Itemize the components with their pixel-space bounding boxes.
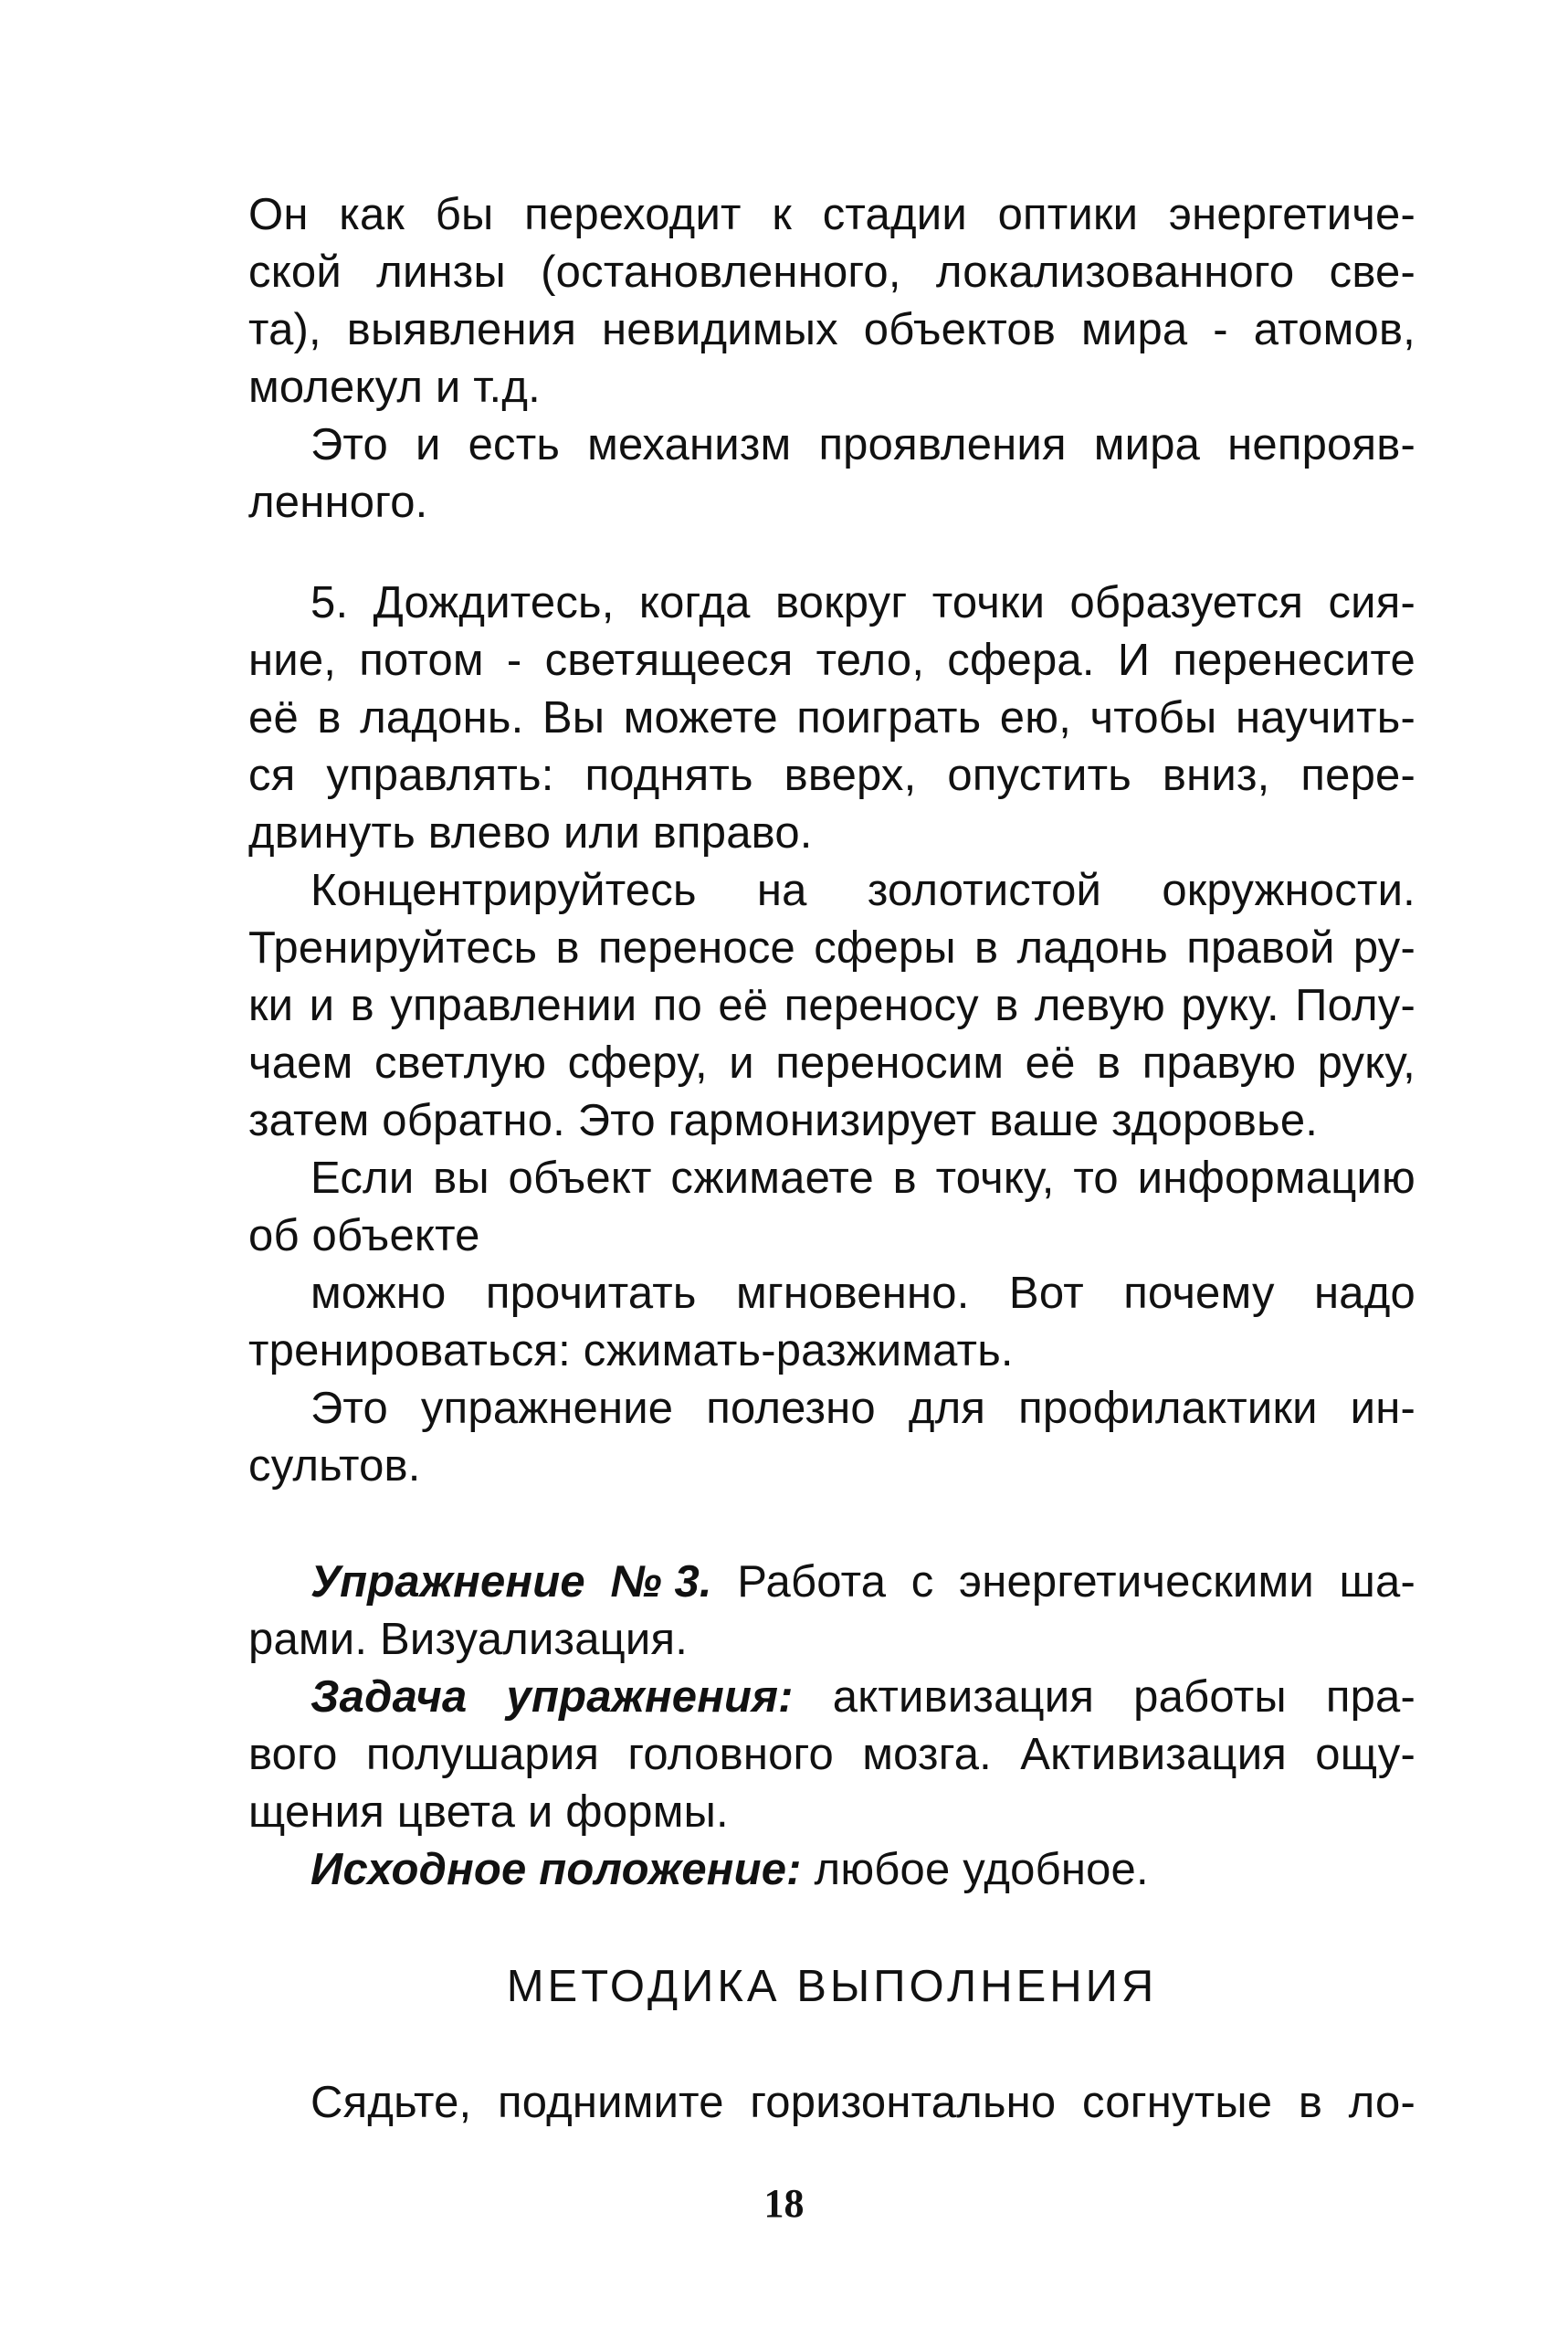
paragraph-3-line-3: её в ладонь. Вы можете поиграть ею, чтобы научить- xyxy=(248,693,1415,743)
method-heading: МЕТОДИКА ВЫПОЛНЕНИЯ xyxy=(506,1962,1158,2011)
task-label: Задача упражнения: xyxy=(310,1672,794,1722)
paragraph-4-line-1: Концентрируйтесь на золотистой окружности. xyxy=(310,866,1415,915)
task-line-2: вого полушария головного мозга. Активизация ощу- xyxy=(248,1730,1415,1779)
paragraph-7-line-2: сультов. xyxy=(248,1441,421,1491)
paragraph-3-line-1: 5. Дождитесь, когда вокруг точки образуется сия- xyxy=(310,578,1415,627)
task-text-start: активизация работы пра- xyxy=(793,1672,1415,1722)
paragraph-5-line-1: Если вы объект сжимаете в точку, то информацию xyxy=(310,1154,1415,1203)
exercise-title-start: Работа с энергетическими ша- xyxy=(711,1557,1415,1607)
starting-position-value: любое удобное. xyxy=(801,1845,1149,1894)
paragraph-1-line-3: та), выявления невидимых объектов мира - атомов, xyxy=(248,305,1415,354)
page-number: 18 xyxy=(763,2181,805,2226)
task-line-3: щения цвета и формы. xyxy=(248,1787,729,1837)
task-line-1 xyxy=(310,1668,1415,1726)
exercise-line-1 xyxy=(310,1553,1415,1611)
final-line: Сядьте, поднимите горизонтально согнутые в ло- xyxy=(310,2078,1415,2127)
paragraph-2-line-1: Это и есть механизм проявления мира непрояв- xyxy=(310,420,1415,469)
starting-position-label: Исходное положение: xyxy=(310,1845,802,1894)
paragraph-1-line-4: молекул и т.д. xyxy=(248,363,541,412)
exercise-label: Упражнение №3. xyxy=(310,1557,712,1607)
starting-position-line xyxy=(310,1840,1415,1899)
paragraph-7-line-1: Это упражнение полезно для профилактики ин- xyxy=(310,1384,1415,1433)
paragraph-3-line-5: двинуть влево или вправо. xyxy=(248,808,813,858)
paragraph-5-line-2: об объекте xyxy=(248,1211,480,1260)
paragraph-3-line-2: ние, потом - светящееся тело, сфера. И перенесите xyxy=(248,636,1415,685)
paragraph-4-line-4: чаем светлую сферу, и переносим её в правую руку, xyxy=(248,1038,1415,1088)
paragraph-6-line-1: можно прочитать мгновенно. Вот почему надо xyxy=(310,1269,1415,1318)
paragraph-4-line-3: ки и в управлении по её переносу в левую руку. Полу- xyxy=(248,981,1415,1030)
paragraph-1-line-1: Он как бы переходит к стадии оптики энергетиче- xyxy=(248,190,1415,239)
paragraph-6-line-2: тренироваться: сжимать-разжимать. xyxy=(248,1326,1014,1375)
exercise-line-2: рами. Визуализация. xyxy=(248,1615,689,1664)
paragraph-3-line-4: ся управлять: поднять вверх, опустить вниз, пере- xyxy=(248,751,1415,800)
paragraph-2-line-2: ленного. xyxy=(248,478,428,527)
paragraph-4-line-2: Тренируйтесь в переносе сферы в ладонь правой ру- xyxy=(248,923,1415,973)
paragraph-1-line-2: ской линзы (остановленного, локализованного све- xyxy=(248,248,1415,297)
paragraph-4-line-5: затем обратно. Это гармонизирует ваше здоровье. xyxy=(248,1096,1319,1145)
